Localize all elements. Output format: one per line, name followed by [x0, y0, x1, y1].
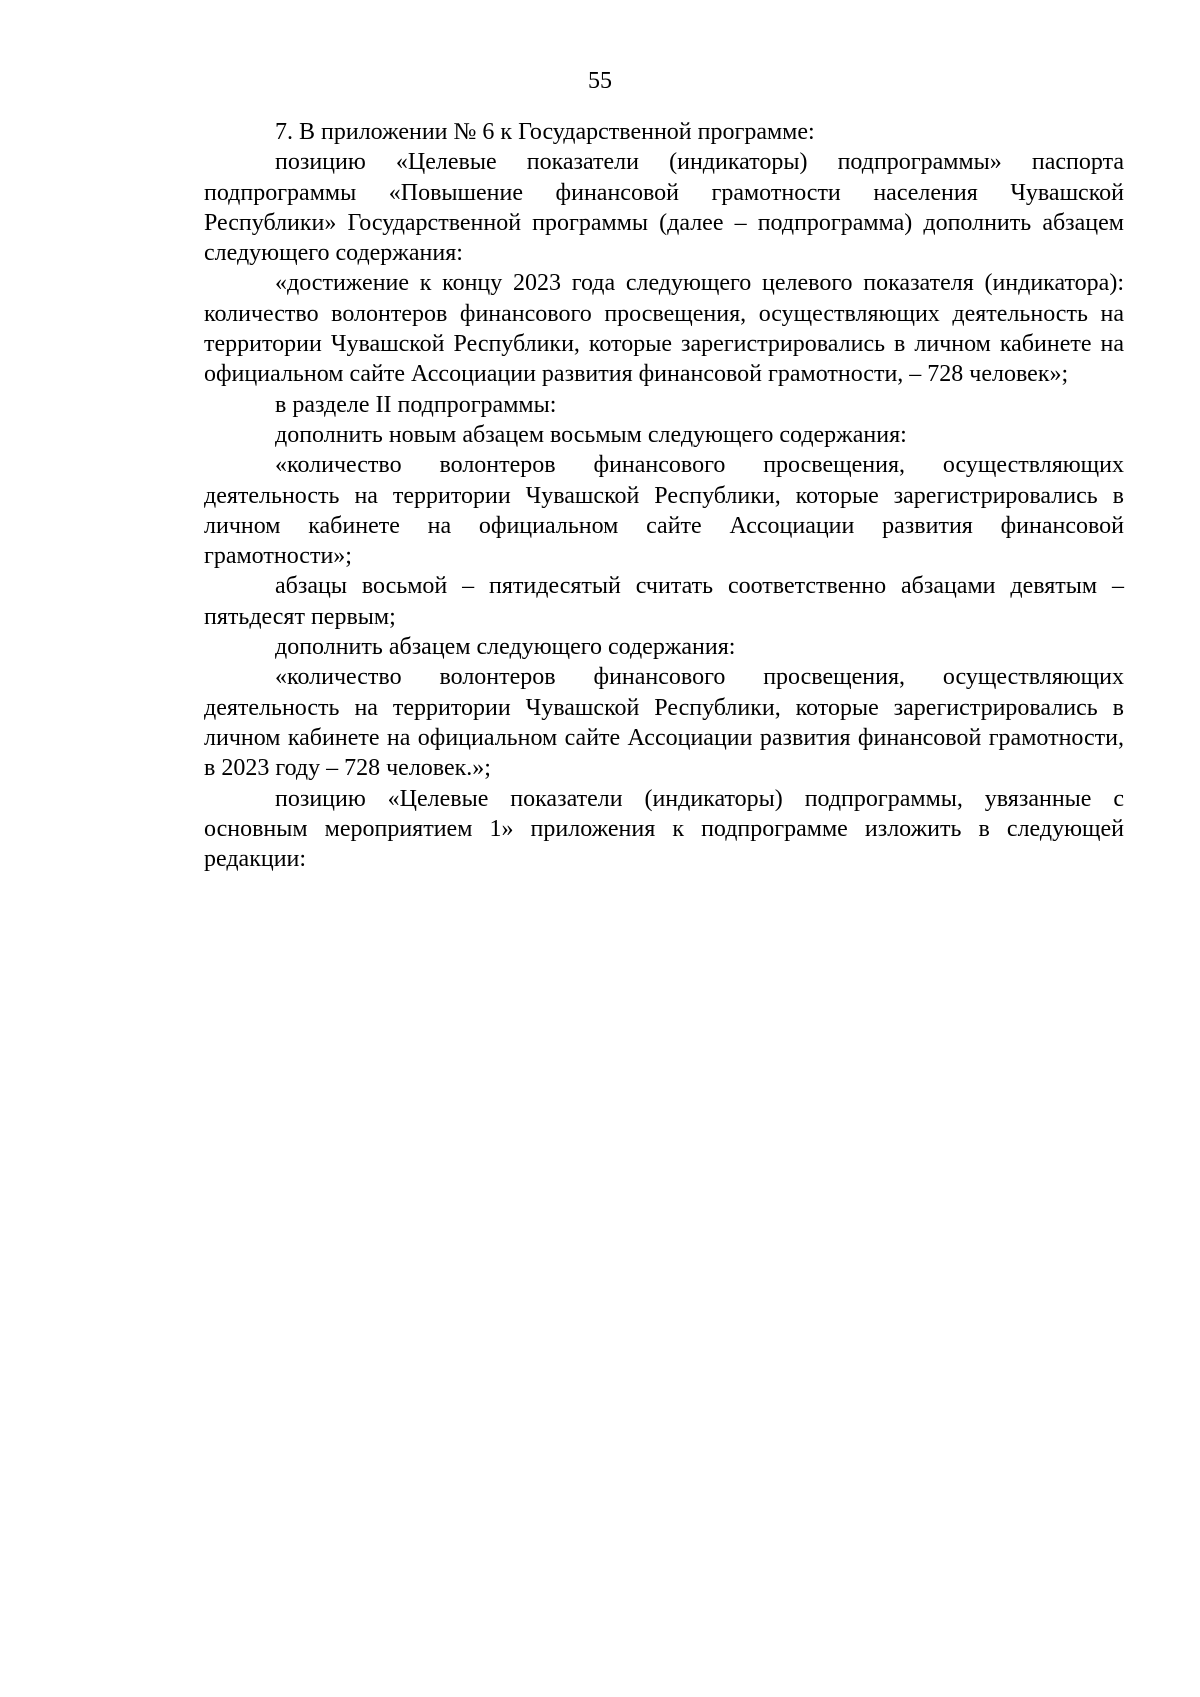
paragraph-item-7-header: 7. В приложении № 6 к Государственной программе: [275, 119, 815, 145]
document-body [204, 117, 1124, 874]
paragraph-target-indicator-quote: «достижение к концу 2023 года следующего целевого показателя (индикатора): количество волонтеров финансового просвещения, осуществляющих деятельность на территории Чувашской Республики, которые зарегистрировались в личном кабинете на официальном сайте Ассоциации развития финансовой грамотности, – 728 человек»; [204, 270, 1124, 388]
paragraph-volunteers-quote: «количество волонтеров финансового просвещения, осуществляющих деятельность на территории Чувашской Республики, которые зарегистрировались в личном кабинете на официальном сайте Ассоциации развития финансовой грамотности»; [204, 452, 1124, 570]
page-number: 55 [588, 68, 612, 94]
paragraph-passport-position: позицию «Целевые показатели (индикаторы) подпрограммы» паспорта подпрограммы «Повышение финансовой грамотности населения Чувашской Республики» Государственной программы (далее – подпрограмма) дополнить абзацем следующего содержания: [204, 149, 1124, 267]
paragraph-add-paragraph: дополнить абзацем следующего содержания: [275, 634, 736, 661]
paragraph-renumbering: абзацы восьмой – пятидесятый считать соответственно абзацами девятым – пятьдесят первым; [204, 573, 1124, 630]
paragraph-volunteers-2023-quote: «количество волонтеров финансового просвещения, осуществляющих деятельность на территории Чувашской Республики, которые зарегистрировались в личном кабинете на официальном сайте Ассоциации развития финансовой грамотности, в 2023 году – 728 человек.»; [204, 664, 1124, 782]
paragraph-section-ii: в разделе II подпрограммы: [275, 391, 557, 418]
paragraph-add-eighth: дополнить новым абзацем восьмым следующего содержания: [275, 421, 907, 448]
paragraph-appendix-position: позицию «Целевые показатели (индикаторы) подпрограммы, увязанные с основным мероприятием 1» приложения к подпрограмме изложить в следующей редакции: [204, 785, 1124, 873]
